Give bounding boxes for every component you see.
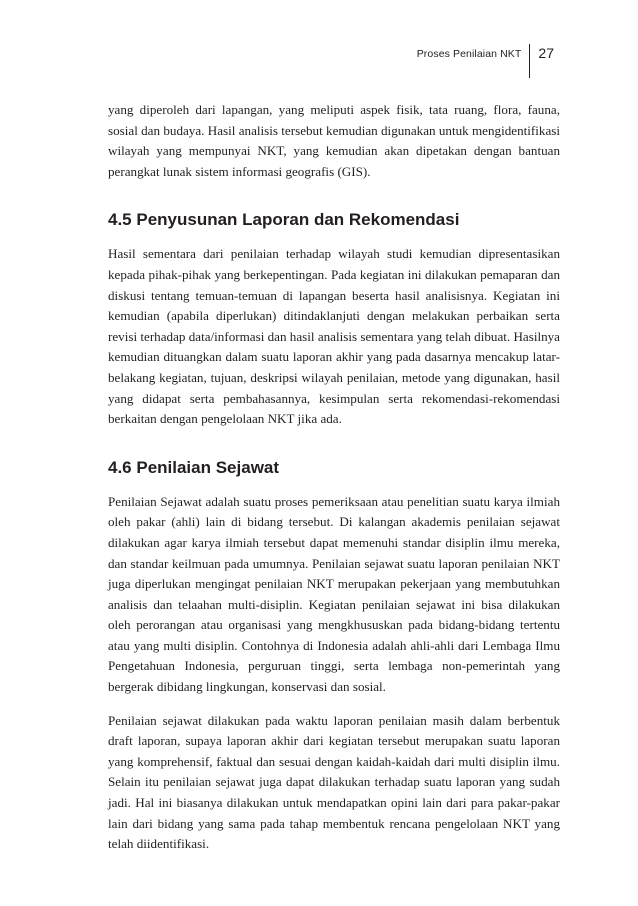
running-title: Proses Penilaian NKT [416, 48, 522, 60]
section-heading-4-6: 4.6 Penilaian Sejawat [108, 457, 280, 477]
body-paragraph-4-6-first: Penilaian Sejawat adalah suatu proses pemeriksaan atau penelitian suatu karya ilmiah oleh pakar (ahli) lain di bidang tersebut. Di kalangan akademis penilaian sejawat dilakukan agar karya ilmiah tersebut dapat memenuhi standar disiplin ilmu mereka, dan standar keilmuan pada umumnya. Penilaian sejawat suatu laporan penilaian NKT juga diperlukan mengingat penilaian NKT merupakan pekerjaan yang membutuhkan analisis dan telaahan multi-disiplin. Kegiatan penilaian sejawat ini bisa dilakukan oleh perorangan atau organisasi yang mengkhususkan pada bidang-bidang tertentu atau yang multi disiplin. Contohnya di Indonesia adalah ahli-ahli dari Lembaga Ilmu Pengetahuan Indonesia, perguruan tinggi, serta lembaga non-pemerintah yang bergerak dibidang lingkungan, konservasi dan sosial. [108, 493, 560, 695]
body-paragraph-4-6-second: Penilaian sejawat dilakukan pada waktu laporan penilaian masih dalam berbentuk draft laporan, supaya laporan akhir dari kegiatan tersebut merupakan suatu laporan yang komprehensif, faktual dan sesuai dengan kaidah-kaidah dari multi disiplin ilmu. Selain itu penilaian sejawat juga dapat dilakukan terhadap suatu laporan yang sudah jadi. Hal ini biasanya dilakukan untuk mendapatkan opini lain dari para pakar-pakar lain dari bidang yang sama pada tahap membentuk rencana pengelolaan NKT yang telah diidentifikasi. [108, 712, 560, 852]
page-header [417, 44, 554, 78]
page-content [108, 100, 560, 855]
page-number: 27 [538, 45, 554, 61]
body-paragraph-4-5: Hasil sementara dari penilaian terhadap wilayah studi kemudian dipresentasikan kepada pihak-pihak yang berkepentingan. Pada kegiatan ini dilakukan pemaparan dan diskusi tentang temuan-temuan di lapangan beserta hasil analisisnya. Kegiatan ini kemudian (apabila diperlukan) ditindaklanjuti dengan melakukan perbaikan serta revisi terhadap data/informasi dan hasil analisis sementara yang telah dibuat. Hasilnya kemudian dituangkan dalam suatu laporan akhir yang pada dasarnya mencakup latar-belakang kegiatan, tujuan, deskripsi wilayah penilaian, metode yang digunakan, hasil yang didapat serta pembahasannya, kesimpulan serta rekomendasi-rekomendasi berkaitan dengan pengelolaan NKT jika ada. [108, 246, 560, 427]
section-heading-4-5: 4.5 Penyusunan Laporan dan Rekomendasi [108, 210, 460, 230]
body-paragraph-intro: yang diperoleh dari lapangan, yang meliputi aspek fisik, tata ruang, flora, fauna, sosial dan budaya. Hasil analisis tersebut kemudian digunakan untuk mengidentifikasi wilayah yang mempunyai NKT, yang kemudian akan dipetakan dengan bantuan perangkat lunak sistem informasi geografis (GIS). [108, 102, 560, 179]
